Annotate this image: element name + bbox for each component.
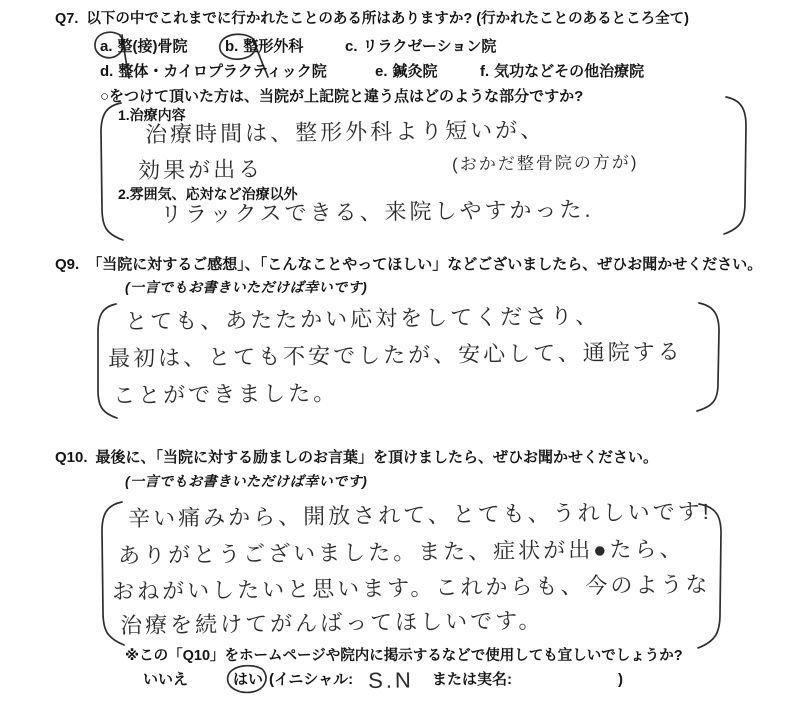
consent-initial-handwritten-value: S.N — [368, 667, 414, 693]
option-f-label: 気功などその他治療院 — [494, 63, 645, 80]
option-e-label: 鍼灸院 — [392, 63, 438, 80]
q10-handwriting-line4: 治療を続けてがんばってほしいです。 — [120, 607, 544, 638]
q7-option-d — [100, 63, 327, 80]
q7-option-f — [480, 63, 644, 80]
q7-option-e — [375, 63, 438, 80]
q7-answer-bracket-right — [724, 97, 746, 234]
q7-item1-handwriting-line2: 効果が出る — [138, 156, 264, 183]
consent-realname-label: または実名: — [432, 671, 512, 688]
q7-item2-handwriting-line1: リラックスできる、来院しやすかった. — [160, 196, 594, 227]
q7-option-b — [225, 38, 303, 55]
q10-handwriting-line2: ありがとうございました。また、症状が出●たら、 — [118, 536, 685, 568]
q9-handwriting-line1: とても、あたたかい応対をしてくださり、 — [125, 303, 601, 334]
option-b-label: 整形外科 — [243, 38, 304, 55]
q7-question: 以下の中でこれまでに行かれたことのある所はありますか? (行かれたことのあるところ全て) — [86, 11, 689, 27]
q10-label: Q10. — [55, 449, 88, 466]
q10-note: (一言でもお書きいただけば幸いです) — [125, 473, 368, 489]
q9-note: (一言でもお書きいただけば幸いです) — [125, 279, 368, 295]
q7-option-a — [100, 38, 188, 55]
q9-handwriting-line3: ことができました。 — [113, 380, 339, 408]
option-e-key: e. — [375, 63, 388, 80]
consent-close-paren: ) — [618, 671, 623, 688]
q7-item2-label: 2.雰囲気、応対など治療以外 — [118, 186, 298, 202]
option-b-key: b. — [225, 38, 239, 55]
option-d-key: d. — [100, 63, 114, 80]
consent-no-label: いいえ — [143, 671, 189, 688]
q9-heading — [55, 256, 762, 273]
q7-option-c — [345, 38, 496, 55]
q7-item1-handwriting-line1: 治療時間は、整形外科より短いが、 — [145, 117, 546, 147]
q7-item1-label: 1.治療内容 — [118, 107, 186, 123]
q7-item1-handwriting-note: (おかだ整骨院の方が) — [452, 152, 639, 174]
consent-initial-label: (イニシャル: — [269, 671, 354, 688]
option-c-label: リラクゼーション院 — [362, 38, 497, 55]
q9-label: Q9. — [55, 256, 80, 273]
option-a-label: 整(接)骨院 — [117, 38, 188, 55]
option-a-key: a. — [100, 38, 113, 55]
q7-answer-bracket-left — [101, 103, 123, 240]
consent-question: ※この「Q10」をホームページや院内に掲示するなどで使用しても宜しいでしょうか? — [125, 648, 683, 664]
q7-followup-question: ○をつけて頂いた方は、当院が上記院と違う点はどのような部分ですか? — [100, 88, 584, 105]
q10-question: 最後に、「当院に対する励ましのお言葉」を頂けましたら、ぜひお聞かせください。 — [95, 449, 659, 466]
consent-yes-label: はい — [233, 671, 264, 688]
q10-handwriting-line3: おねがいしたいと思います。これからも、今のような — [112, 571, 711, 604]
option-d-label: 整体・カイロプラクティック院 — [118, 63, 327, 80]
q9-handwriting-line2: 最初は、とても不安でしたが、安心して、通院する — [108, 338, 683, 371]
q7-heading — [55, 11, 689, 28]
q10-heading — [55, 449, 658, 466]
q10-handwriting-line1: 辛い痛みから、開放されて、とても、うれしいです! — [128, 498, 712, 531]
q9-question: 「当院に対するご感想」、「こんなことやってほしい」などございましたら、ぜひお聞かせください。 — [87, 256, 763, 273]
option-c-key: c. — [345, 38, 358, 55]
q7-label: Q7. — [55, 11, 79, 27]
q9-answer-bracket-right — [697, 303, 719, 411]
option-f-key: f. — [480, 63, 490, 80]
